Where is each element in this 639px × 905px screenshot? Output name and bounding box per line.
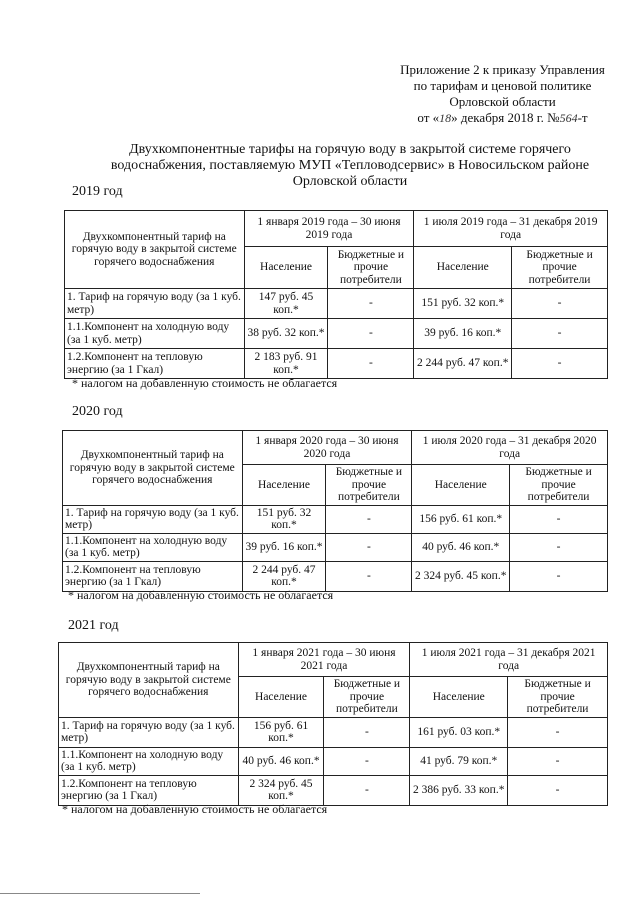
page-bottom-rule (0, 893, 200, 894)
row-label-hot-water-tariff: 1. Тариф на горячую воду (за 1 куб. метр) (63, 505, 243, 533)
col-budget: Бюджетные и прочие потребители (512, 247, 608, 289)
row-label-cold-water-component: 1.1.Компонент на холодную воду (за 1 куб. метр) (63, 533, 243, 561)
table-row (65, 349, 608, 379)
vat-footnote: * налогом на добавленную стоимость не облагается (62, 802, 328, 816)
cell-dash: - (324, 717, 410, 747)
row-label-hot-water-tariff: 1. Тариф на горячую воду (за 1 куб. метр) (59, 717, 239, 747)
period-2-header: 1 июля 2021 года – 31 декабря 2021 года (410, 643, 608, 677)
col-budget: Бюджетные и прочие потребители (510, 465, 608, 506)
cell-value: 147 руб. 45 коп.* (244, 289, 328, 319)
order-date-line (380, 110, 625, 126)
row-label-heat-energy-component: 1.2.Компонент на тепловую энергию (за 1 Гкал) (59, 775, 239, 805)
header-tariff-type: Двухкомпонентный тариф на горячую воду в закрытой системе горячего водоснабжения (65, 211, 245, 289)
cell-value: 38 руб. 32 коп.* (244, 319, 328, 349)
cell-dash: - (512, 319, 608, 349)
period-2-header: 1 июля 2020 года – 31 декабря 2020 года (412, 431, 608, 465)
header-tariff-type: Двухкомпонентный тариф на горячую воду в закрытой системе горячего водоснабжения (63, 431, 243, 506)
cell-dash: - (510, 505, 608, 533)
cell-value: 39 руб. 16 коп.* (242, 533, 326, 561)
table-row (63, 561, 608, 591)
cell-value: 161 руб. 03 коп.* (410, 717, 508, 747)
document-title: Двухкомпонентные тарифы на горячую воду в закрытой системе горячего водоснабжения, поставляемую МУП «Тепловодсервис» в Новосильском районе Орловской области (110, 142, 590, 189)
table-row (65, 319, 608, 349)
cell-value: 156 руб. 61 коп.* (238, 717, 324, 747)
table-row (65, 289, 608, 319)
cell-dash: - (508, 717, 608, 747)
cell-value: 2 324 руб. 45 коп.* (238, 775, 324, 805)
period-2-header: 1 июля 2019 года – 31 декабря 2019 года (414, 211, 608, 247)
tariff-table-2021 (58, 642, 608, 806)
cell-dash: - (512, 349, 608, 379)
order-suffix: -т (577, 110, 588, 125)
cell-dash: - (510, 561, 608, 591)
table-row (59, 717, 608, 747)
row-label-hot-water-tariff: 1. Тариф на горячую воду (за 1 куб. метр) (65, 289, 245, 319)
header-tariff-type: Двухкомпонентный тариф на горячую воду в закрытой системе горячего водоснабжения (59, 643, 239, 718)
col-budget: Бюджетные и прочие потребители (324, 677, 410, 718)
cell-dash: - (324, 747, 410, 775)
vat-footnote: * налогом на добавленную стоимость не облагается (72, 376, 338, 390)
col-population: Население (238, 677, 324, 718)
date-prefix: от « (417, 110, 440, 125)
table-row (59, 775, 608, 805)
col-population: Население (242, 465, 326, 506)
col-population: Население (414, 247, 512, 289)
col-budget: Бюджетные и прочие потребители (328, 247, 414, 289)
cell-dash: - (326, 561, 412, 591)
cell-value: 151 руб. 32 коп.* (414, 289, 512, 319)
row-label-heat-energy-component: 1.2.Компонент на тепловую энергию (за 1 Гкал) (65, 349, 245, 379)
cell-dash: - (326, 533, 412, 561)
cell-dash: - (324, 775, 410, 805)
cell-dash: - (508, 747, 608, 775)
order-number: 564 (559, 111, 578, 125)
date-day: 18 (439, 111, 452, 125)
table-row (59, 747, 608, 775)
cell-dash: - (326, 505, 412, 533)
date-mid: » декабря 2018 г. № (451, 110, 560, 125)
vat-footnote: * налогом на добавленную стоимость не облагается (68, 588, 334, 602)
cell-value: 2 324 руб. 45 коп.* (412, 561, 510, 591)
appendix-line-1: Приложение 2 к приказу Управления (400, 62, 605, 77)
cell-value: 41 руб. 79 коп.* (410, 747, 508, 775)
row-label-cold-water-component: 1.1.Компонент на холодную воду (за 1 куб. метр) (59, 747, 239, 775)
cell-value: 2 183 руб. 91 коп.* (244, 349, 328, 379)
cell-dash: - (508, 775, 608, 805)
col-budget: Бюджетные и прочие потребители (508, 677, 608, 718)
cell-dash: - (510, 533, 608, 561)
tariff-table-2020 (62, 430, 608, 592)
year-heading-2021: 2021 год (68, 618, 119, 633)
table-row (63, 505, 608, 533)
cell-value: 40 руб. 46 коп.* (412, 533, 510, 561)
col-budget: Бюджетные и прочие потребители (326, 465, 412, 506)
cell-dash: - (328, 349, 414, 379)
appendix-line-2: по тарифам и ценовой политике (413, 78, 592, 93)
cell-value: 39 руб. 16 коп.* (414, 319, 512, 349)
col-population: Население (410, 677, 508, 718)
cell-value: 151 руб. 32 коп.* (242, 505, 326, 533)
cell-value: 40 руб. 46 коп.* (238, 747, 324, 775)
period-1-header: 1 января 2019 года – 30 июня 2019 года (244, 211, 414, 247)
year-heading-2020: 2020 год (72, 404, 123, 419)
cell-dash: - (328, 319, 414, 349)
cell-value: 2 386 руб. 33 коп.* (410, 775, 508, 805)
year-heading-2019: 2019 год (72, 184, 123, 199)
cell-dash: - (512, 289, 608, 319)
row-label-heat-energy-component: 1.2.Компонент на тепловую энергию (за 1 Гкал) (63, 561, 243, 591)
col-population: Население (412, 465, 510, 506)
col-population: Население (244, 247, 328, 289)
table-row (63, 533, 608, 561)
cell-value: 156 руб. 61 коп.* (412, 505, 510, 533)
cell-value: 2 244 руб. 47 коп.* (414, 349, 512, 379)
appendix-line-3: Орловской области (449, 94, 556, 109)
period-1-header: 1 января 2020 года – 30 июня 2020 года (242, 431, 412, 465)
period-1-header: 1 января 2021 года – 30 июня 2021 года (238, 643, 410, 677)
appendix-header (380, 62, 625, 126)
row-label-cold-water-component: 1.1.Компонент на холодную воду (за 1 куб. метр) (65, 319, 245, 349)
cell-dash: - (328, 289, 414, 319)
cell-value: 2 244 руб. 47 коп.* (242, 561, 326, 591)
tariff-table-2019 (64, 210, 608, 379)
